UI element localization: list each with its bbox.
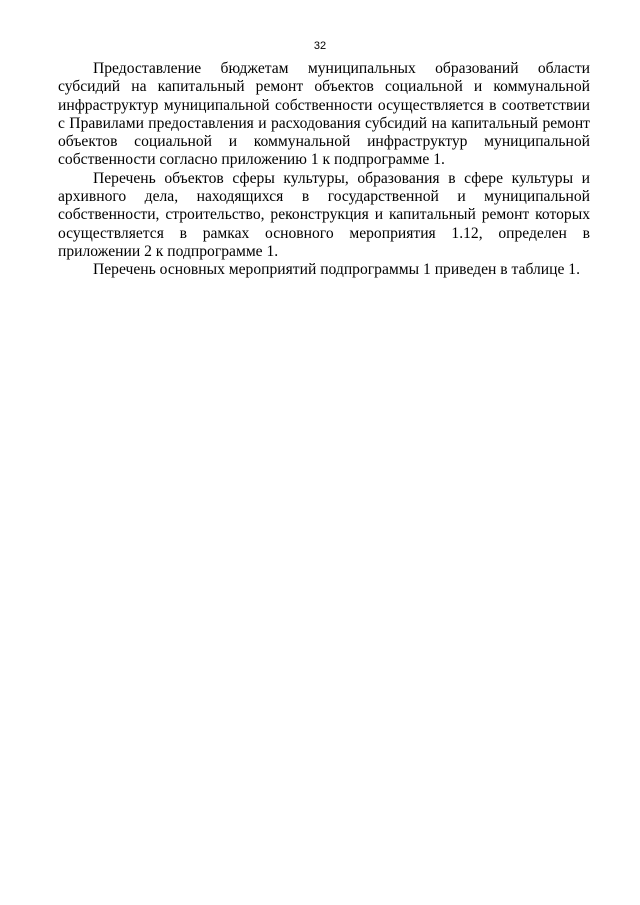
- document-body: [58, 60, 590, 280]
- paragraph-subsidies: Предоставление бюджетам муниципальных образований области субсидий на капитальный ремонт объектов социальной и коммунальной инфраструктур муниципальной собственности осуществляется в соответствии с Правилами предоставления и расходования субсидий на капитальный ремонт объектов социальной и коммунальной инфраструктур муниципальной собственности согласно приложению 1 к подпрограмме 1.: [58, 60, 590, 169]
- paragraph-culture-objects: Перечень объектов сферы культуры, образования в сфере культуры и архивного дела, находящихся в государственной и муниципальной собственности, строительство, реконструкция и капитальный ремонт которых осуществляется в рамках основного мероприятия 1.12, определен в приложении 2 к подпрограмме 1.: [58, 169, 590, 260]
- page-number: 32: [313, 40, 327, 52]
- paragraph-main-activities: Перечень основных мероприятий подпрограммы 1 приведен в таблице 1.: [93, 261, 580, 279]
